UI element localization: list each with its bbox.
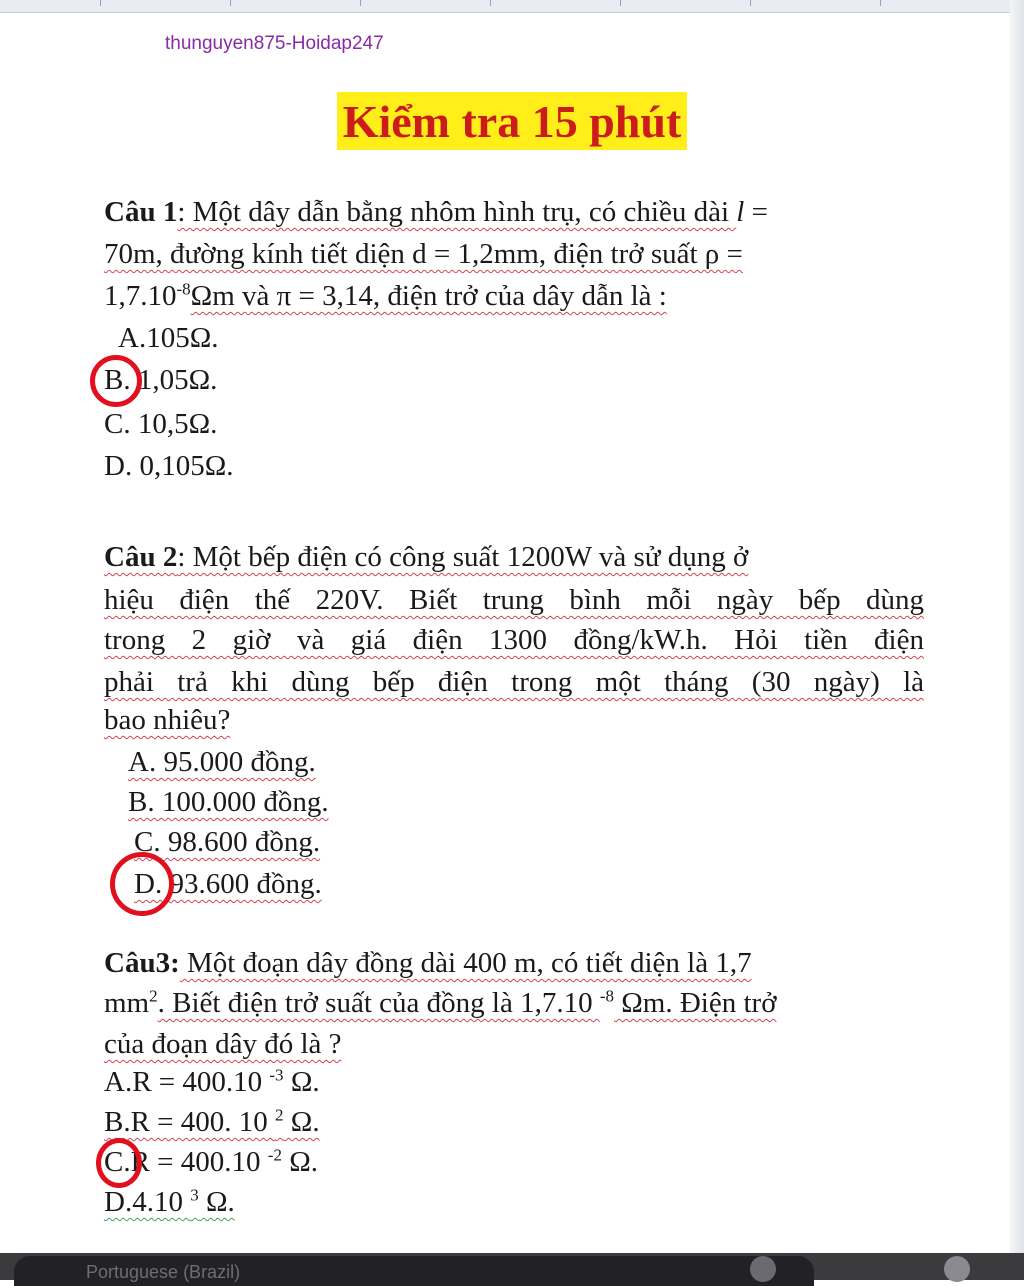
q2-line-1 <box>104 537 748 577</box>
answer-circle-q2 <box>110 852 174 916</box>
q1-line-2: 70m, đường kính tiết diện d = 1,2mm, điện trở suất ρ = <box>104 238 743 270</box>
answer-circle-q3 <box>96 1138 142 1188</box>
q3-l2-exp2: -8 <box>599 986 614 1006</box>
ruler-tick <box>100 0 101 6</box>
q3-b-pre: B.R = 400. 10 <box>104 1106 276 1138</box>
q3-a-exp: -3 <box>269 1065 284 1085</box>
language-label[interactable]: Portuguese (Brazil) <box>86 1262 241 1282</box>
q1-option-a: A.105Ω. <box>118 322 219 354</box>
q3-c-pre: C.R = 400.10 <box>104 1146 268 1178</box>
q1-text-1: : Một dây dẫn bằng nhôm hình trụ, có chiều dài <box>177 196 737 228</box>
q3-line-3: của đoạn dây đó là ? <box>104 1028 342 1060</box>
q3-option-b <box>104 1102 320 1142</box>
q1-eq: = <box>744 196 768 228</box>
q2-option-b: B. 100.000 đồng. <box>128 786 329 818</box>
watermark: thunguyen875-Hoidap247 <box>165 33 384 54</box>
status-dot-icon[interactable] <box>944 1256 970 1282</box>
q3-l2-exp: 2 <box>149 986 158 1006</box>
ruler-tick <box>490 0 491 6</box>
q1-l3-a: 1,7.10 <box>104 280 177 312</box>
q3-text-1: Một đoạn dây đồng dài 400 m, có tiết diện là 1,7 <box>179 947 752 979</box>
q1-var-l: l <box>736 196 745 228</box>
q2-option-d: D. 93.600 đồng. <box>134 868 322 900</box>
q3-d-exp: 3 <box>190 1185 199 1205</box>
q3-a-pre: A.R = 400.10 <box>104 1066 270 1098</box>
window-edge <box>1010 0 1024 1280</box>
q3-c-exp: -2 <box>267 1145 282 1165</box>
page-title: Kiểm tra 15 phút <box>337 92 688 150</box>
q1-option-b: B. 1,05Ω. <box>104 364 218 396</box>
q1-l3-exp: -8 <box>176 279 191 299</box>
q2-text-1: : Một bếp điện có công suất 1200W và sử dụng ở <box>177 541 749 573</box>
q2-option-c: C. 98.600 đồng. <box>134 826 321 858</box>
title-wrap <box>0 92 1024 150</box>
q1-label: Câu 1 <box>104 196 178 228</box>
q3-b-exp: 2 <box>275 1105 284 1125</box>
q2-label: Câu 2 <box>104 541 178 573</box>
q3-l2-a: mm <box>104 987 150 1019</box>
q1-option-c: C. 10,5Ω. <box>104 408 218 440</box>
q3-option-a <box>104 1062 320 1102</box>
q3-a-post: Ω. <box>283 1066 320 1098</box>
q2-option-a: A. 95.000 đồng. <box>128 746 316 778</box>
q1-option-d: D. 0,105Ω. <box>104 450 234 482</box>
q1-line-3 <box>104 276 667 316</box>
ruler-tick <box>750 0 751 6</box>
q3-d-pre: D.4.10 <box>104 1186 191 1218</box>
status-dot-icon[interactable] <box>750 1256 776 1282</box>
q2-line-4: phải trả khi dùng bếp điện trong một tháng (30 ngày) là <box>104 666 924 698</box>
q3-line-2 <box>104 983 777 1023</box>
q1-l3-b: Ωm và π = 3,14, điện trở của dây dẫn là : <box>190 280 667 312</box>
answer-circle-q1 <box>90 355 142 407</box>
ruler-tick <box>230 0 231 6</box>
q3-option-d <box>104 1182 235 1222</box>
ruler <box>0 0 1024 13</box>
q3-l2-c: Ωm. Điện trở <box>614 987 777 1019</box>
ruler-tick <box>620 0 621 6</box>
ruler-tick <box>880 0 881 6</box>
q3-line-1 <box>104 943 752 983</box>
q3-l2-b: . Biết điện trở suất của đồng là 1,7.10 <box>157 987 600 1019</box>
ruler-tick <box>360 0 361 6</box>
q2-line-5: bao nhiêu? <box>104 704 231 736</box>
q3-label: Câu3: <box>104 947 180 979</box>
q3-b-post: Ω. <box>283 1106 320 1138</box>
q1-line-1 <box>104 192 768 232</box>
q2-line-2: hiệu điện thế 220V. Biết trung bình mỗi ngày bếp dùng <box>104 584 924 616</box>
q3-d-post: Ω. <box>198 1186 235 1218</box>
q2-line-3: trong 2 giờ và giá điện 1300 đồng/kW.h. Hỏi tiền điện <box>104 624 924 656</box>
q3-c-post: Ω. <box>281 1146 319 1178</box>
